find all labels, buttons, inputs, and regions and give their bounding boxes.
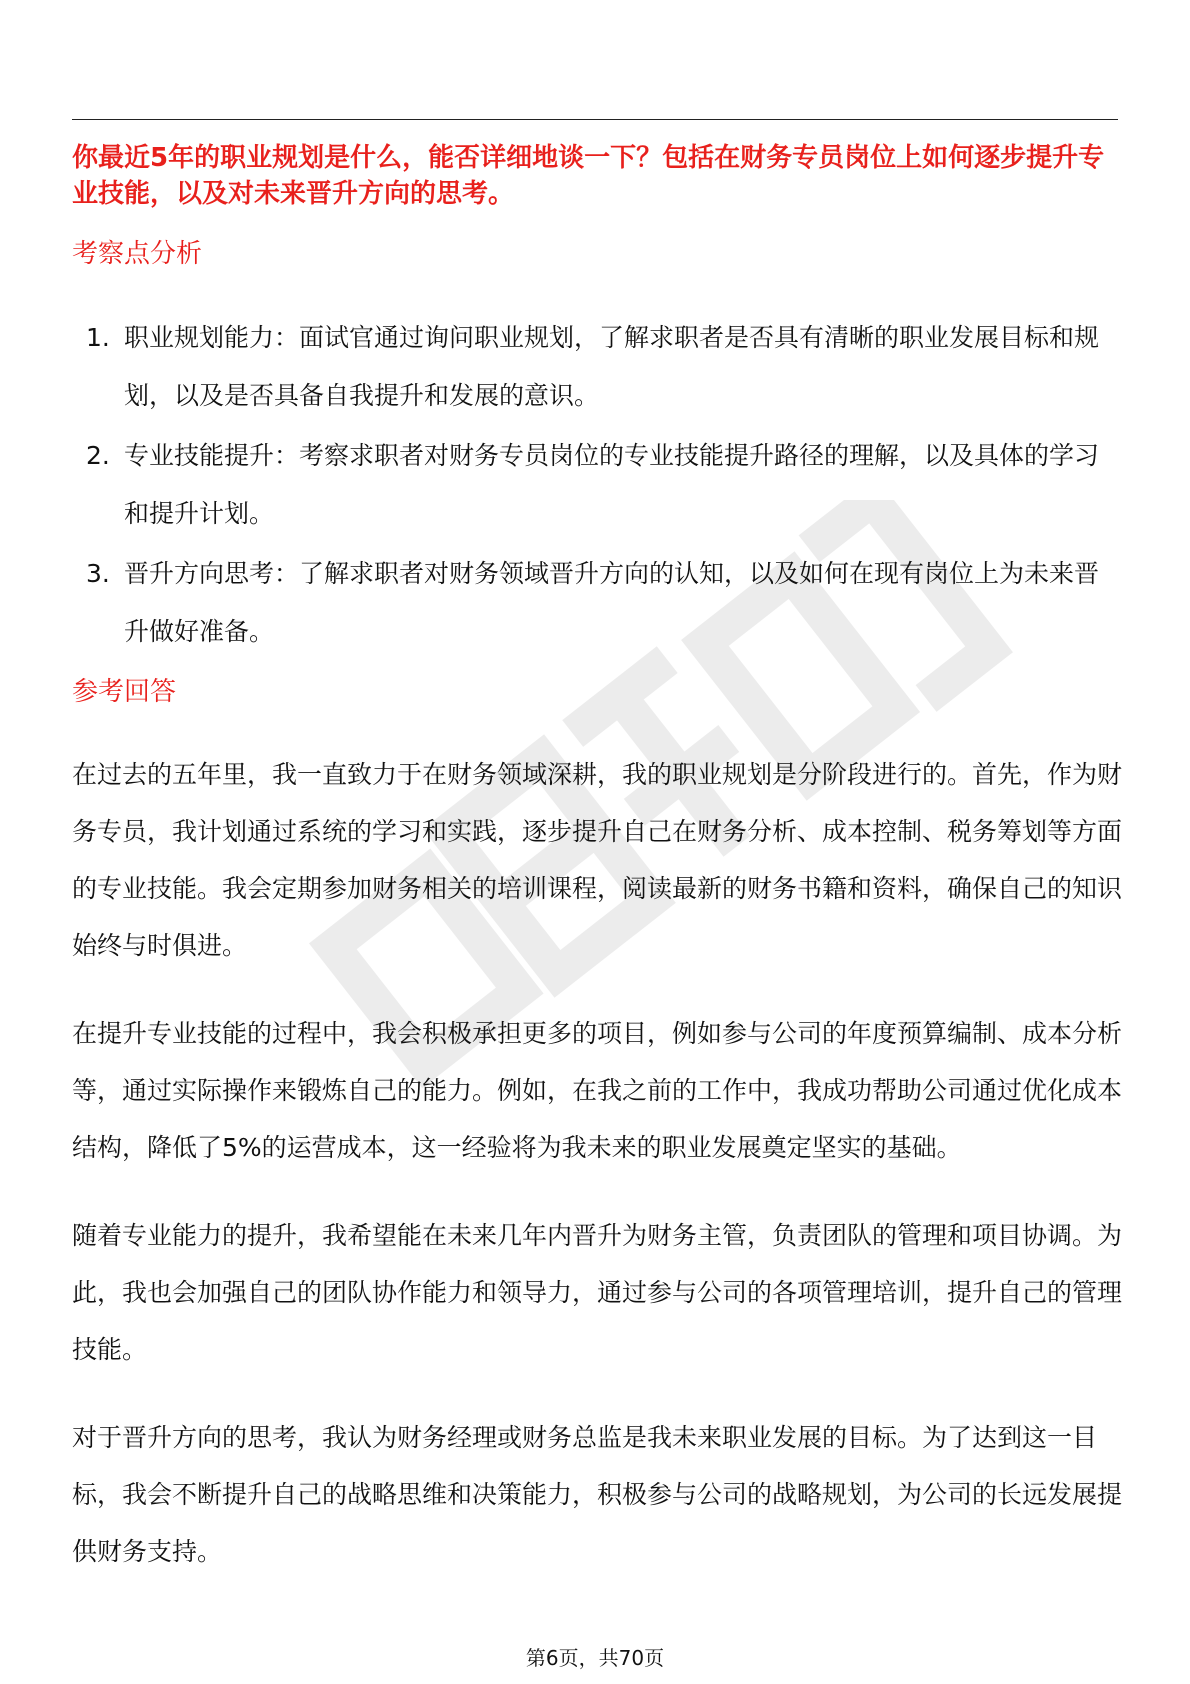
analysis-item xyxy=(72,309,1122,425)
analysis-item-text: 晋升方向思考：了解求职者对财务领域晋升方向的认知，以及如何在现有岗位上为未来晋升做好准备。 xyxy=(124,559,1100,646)
top-divider xyxy=(72,119,1118,120)
analysis-item xyxy=(72,545,1122,661)
analysis-list xyxy=(72,309,1122,663)
answer-heading: 参考回答 xyxy=(72,677,177,707)
analysis-item xyxy=(72,427,1122,543)
answer-paragraph: 随着专业能力的提升，我希望能在未来几年内晋升为财务主管，负责团队的管理和项目协调。为此，我也会加强自己的团队协作能力和领导力，通过参与公司的各项管理培训，提升自己的管理技能。 xyxy=(72,1221,1123,1364)
page-number: 第6页，共70页 xyxy=(525,1646,665,1670)
list-number: 2. xyxy=(86,441,110,470)
answer-paragraph: 在提升专业技能的过程中，我会积极承担更多的项目，例如参与公司的年度预算编制、成本分析等，通过实际操作来锻炼自己的能力。例如，在我之前的工作中，我成功帮助公司通过优化成本结构，降低了5%的运营成本，这一经验将为我未来的职业发展奠定坚实的基础。 xyxy=(72,1019,1123,1162)
answer-paragraph: 对于晋升方向的思考，我认为财务经理或财务总监是我未来职业发展的目标。为了达到这一目标，我会不断提升自己的战略思维和决策能力，积极参与公司的战略规划，为公司的长远发展提供财务支持。 xyxy=(72,1423,1123,1566)
list-number: 1. xyxy=(86,323,110,352)
analysis-item-text: 专业技能提升：考察求职者对财务专员岗位的专业技能提升路径的理解，以及具体的学习和提升计划。 xyxy=(124,441,1100,528)
analysis-heading: 考察点分析 xyxy=(72,239,203,269)
analysis-item-text: 职业规划能力：面试官通过询问职业规划，了解求职者是否具有清晰的职业发展目标和规划，以及是否具备自我提升和发展的意识。 xyxy=(124,323,1100,410)
answer-body xyxy=(72,746,1122,1611)
question-title: 你最近5年的职业规划是什么，能否详细地谈一下？包括在财务专员岗位上如何逐步提升专业技能，以及对未来晋升方向的思考。 xyxy=(72,143,1105,209)
answer-paragraph: 在过去的五年里，我一直致力于在财务领域深耕，我的职业规划是分阶段进行的。首先，作为财务专员，我计划通过系统的学习和实践，逐步提升自己在财务分析、成本控制、税务筹划等方面的专业技能。我会定期参加财务相关的培训课程，阅读最新的财务书籍和资料，确保自己的知识始终与时俱进。 xyxy=(72,760,1123,960)
list-number: 3. xyxy=(86,559,110,588)
